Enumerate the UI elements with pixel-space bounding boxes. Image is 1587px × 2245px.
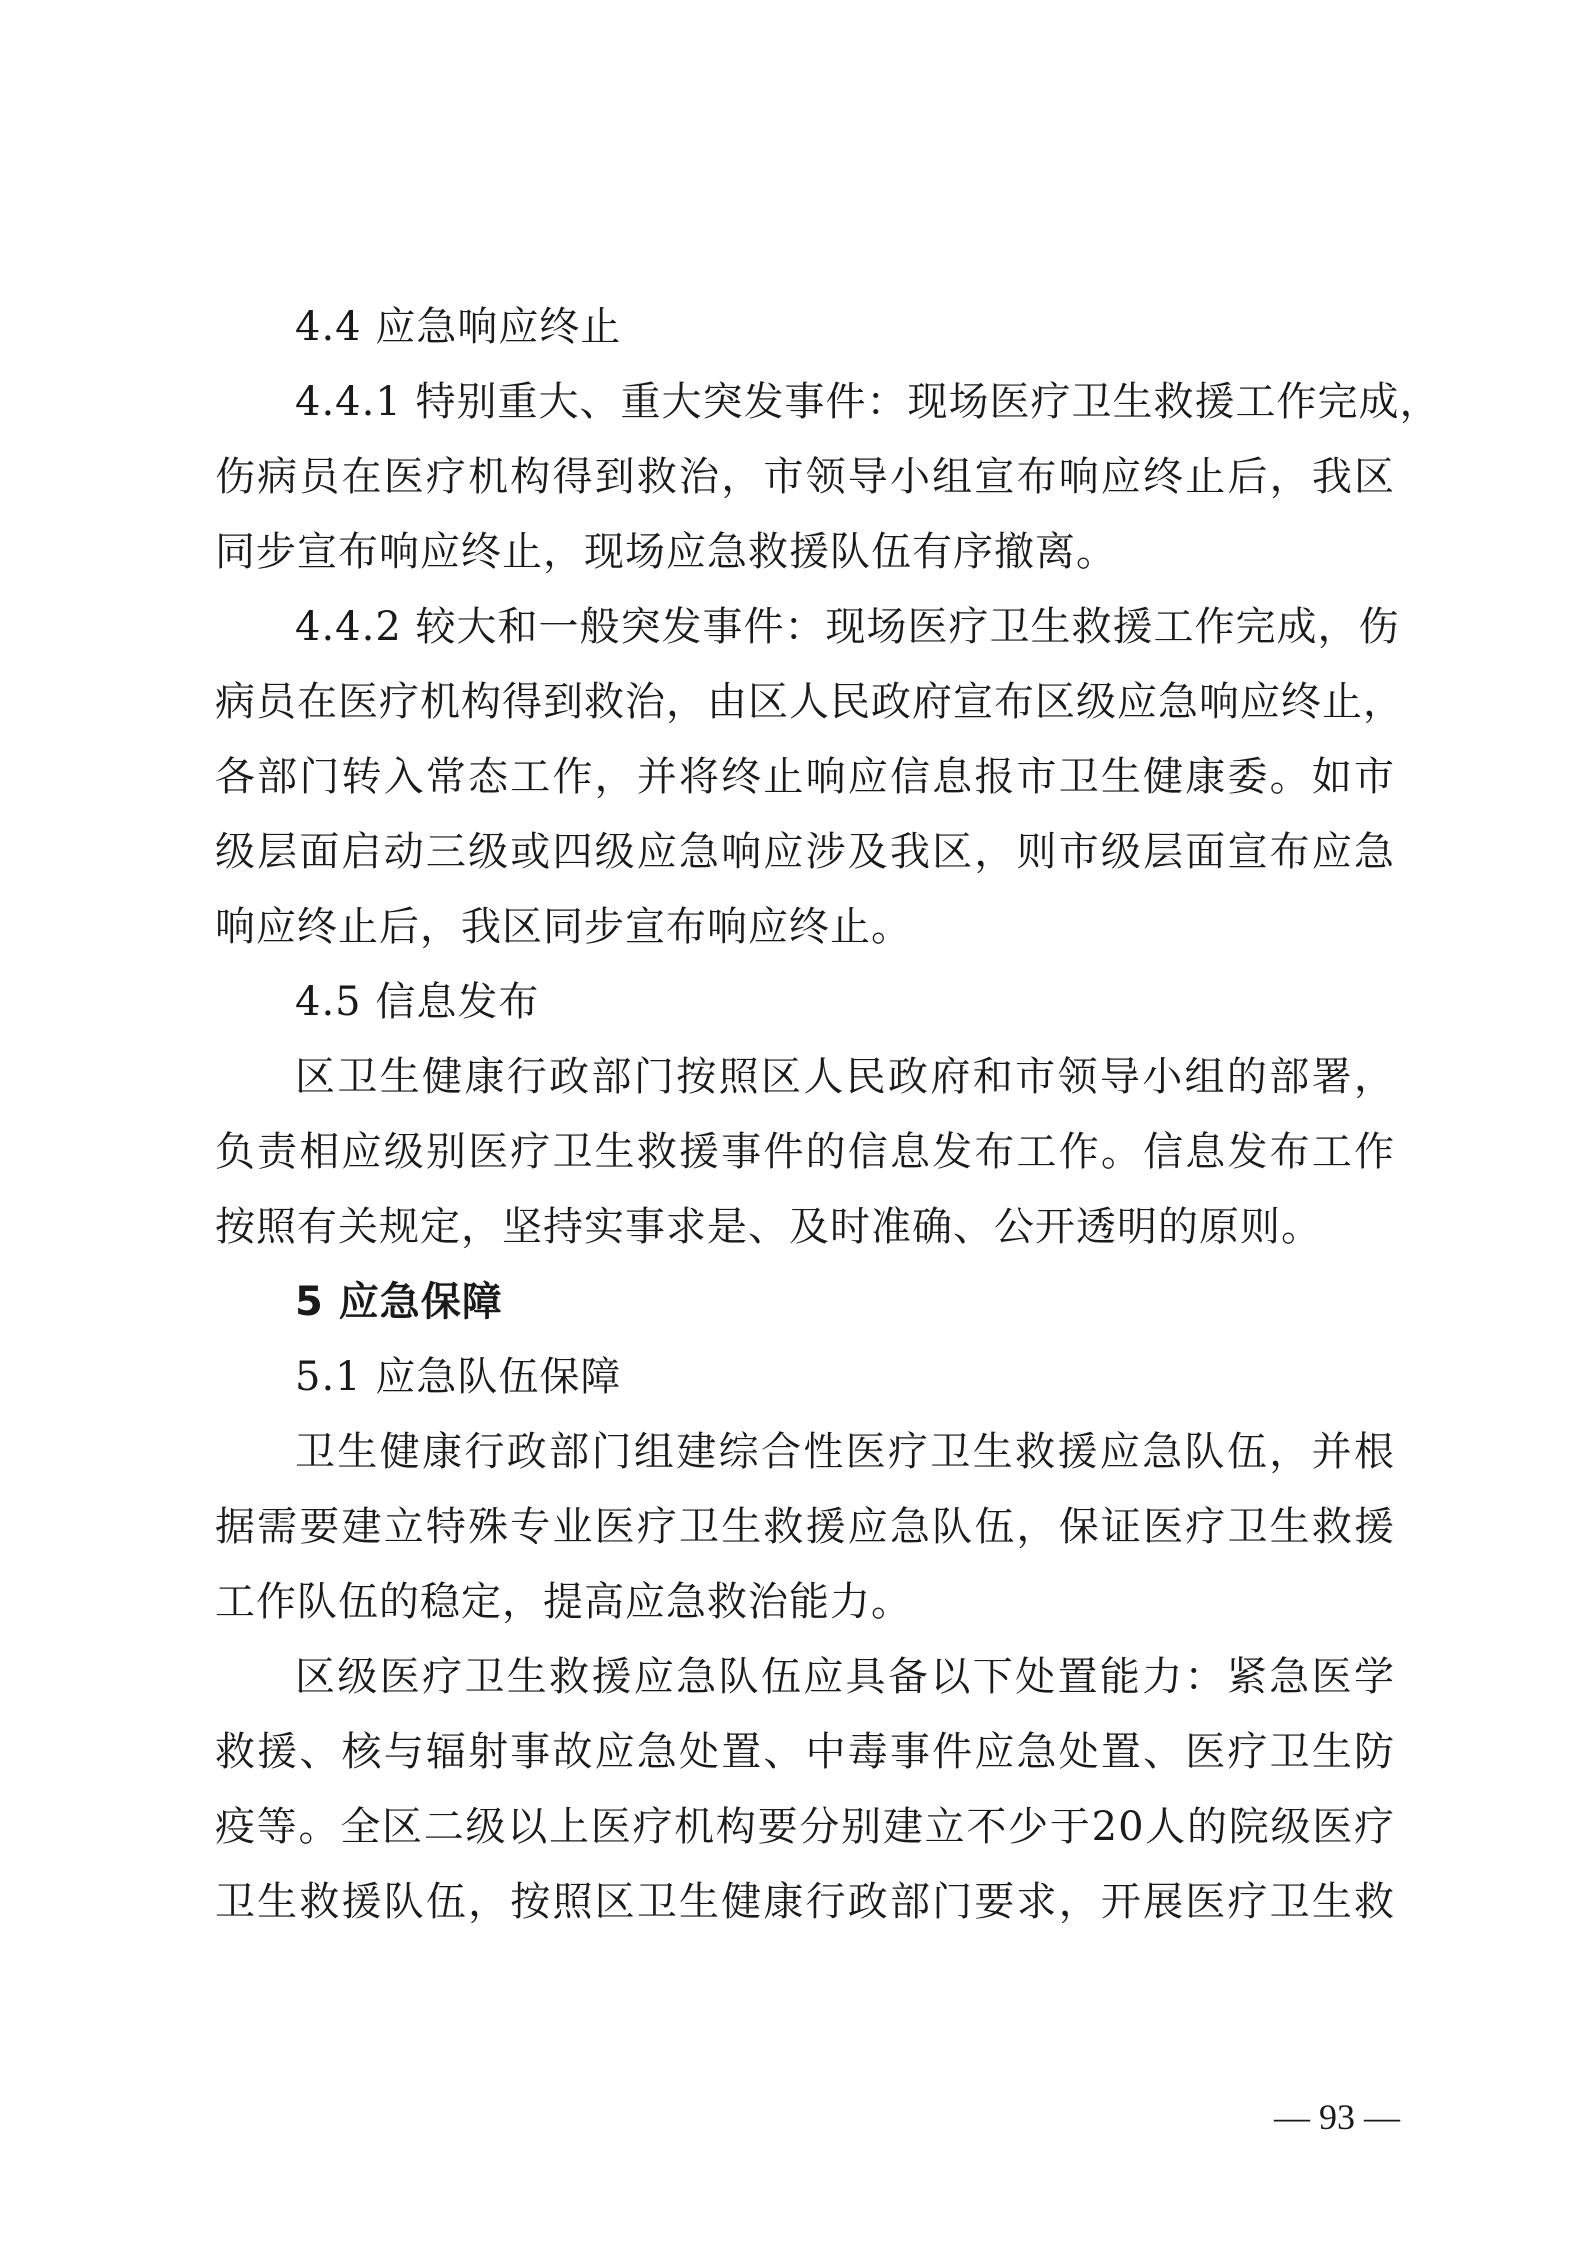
paragraph-4-5-line-1: 区卫生健康行政部门按照区人民政府和市领导小组的部署， bbox=[295, 1054, 1395, 1100]
heading-5-1: 5.1 应急队伍保障 bbox=[295, 1354, 622, 1400]
paragraph-4-4-1-line-2: 伤病员在医疗机构得到救治，市领导小组宣布响应终止后，我区 bbox=[215, 454, 1395, 500]
paragraph-5-1-b-line-3: 疫等。全区二级以上医疗机构要分别建立不少于20人的院级医疗 bbox=[215, 1804, 1395, 1850]
page-number: — 93 — bbox=[1274, 2097, 1400, 2137]
heading-4-4: 4.4 应急响应终止 bbox=[295, 304, 622, 350]
paragraph-4-4-1-line-3: 同步宣布响应终止，现场应急救援队伍有序撤离。 bbox=[215, 529, 1117, 575]
paragraph-5-1-a-line-2: 据需要建立特殊专业医疗卫生救援应急队伍，保证医疗卫生救援 bbox=[215, 1504, 1395, 1550]
paragraph-5-1-a-line-3: 工作队伍的稳定，提高应急救治能力。 bbox=[215, 1579, 912, 1625]
paragraph-4-4-2-line-4: 级层面启动三级或四级应急响应涉及我区，则市级层面宣布应急 bbox=[215, 829, 1395, 875]
paragraph-5-1-b-line-2: 救援、核与辐射事故应急处置、中毒事件应急处置、医疗卫生防 bbox=[215, 1729, 1395, 1775]
paragraph-5-1-b-line-1: 区级医疗卫生救援应急队伍应具备以下处置能力：紧急医学 bbox=[295, 1654, 1395, 1700]
paragraph-4-4-1-line-1: 4.4.1 特别重大、重大突发事件：现场医疗卫生救援工作完成， bbox=[295, 379, 1441, 425]
heading-5: 5 应急保障 bbox=[295, 1279, 503, 1325]
paragraph-5-1-b-line-4: 卫生救援队伍，按照区卫生健康行政部门要求，开展医疗卫生救 bbox=[215, 1879, 1395, 1925]
paragraph-4-4-2-line-3: 各部门转入常态工作，并将终止响应信息报市卫生健康委。如市 bbox=[215, 754, 1395, 800]
paragraph-4-5-line-3: 按照有关规定，坚持实事求是、及时准确、公开透明的原则。 bbox=[215, 1204, 1322, 1250]
paragraph-5-1-a-line-1: 卫生健康行政部门组建综合性医疗卫生救援应急队伍，并根 bbox=[295, 1429, 1395, 1475]
paragraph-4-4-2-line-5: 响应终止后，我区同步宣布响应终止。 bbox=[215, 904, 912, 950]
paragraph-4-5-line-2: 负责相应级别医疗卫生救援事件的信息发布工作。信息发布工作 bbox=[215, 1129, 1395, 1175]
paragraph-4-4-2-line-1: 4.4.2 较大和一般突发事件：现场医疗卫生救援工作完成，伤 bbox=[295, 604, 1400, 650]
paragraph-4-4-2-line-2: 病员在医疗机构得到救治，由区人民政府宣布区级应急响应终止， bbox=[215, 679, 1404, 725]
heading-4-5: 4.5 信息发布 bbox=[295, 979, 540, 1025]
